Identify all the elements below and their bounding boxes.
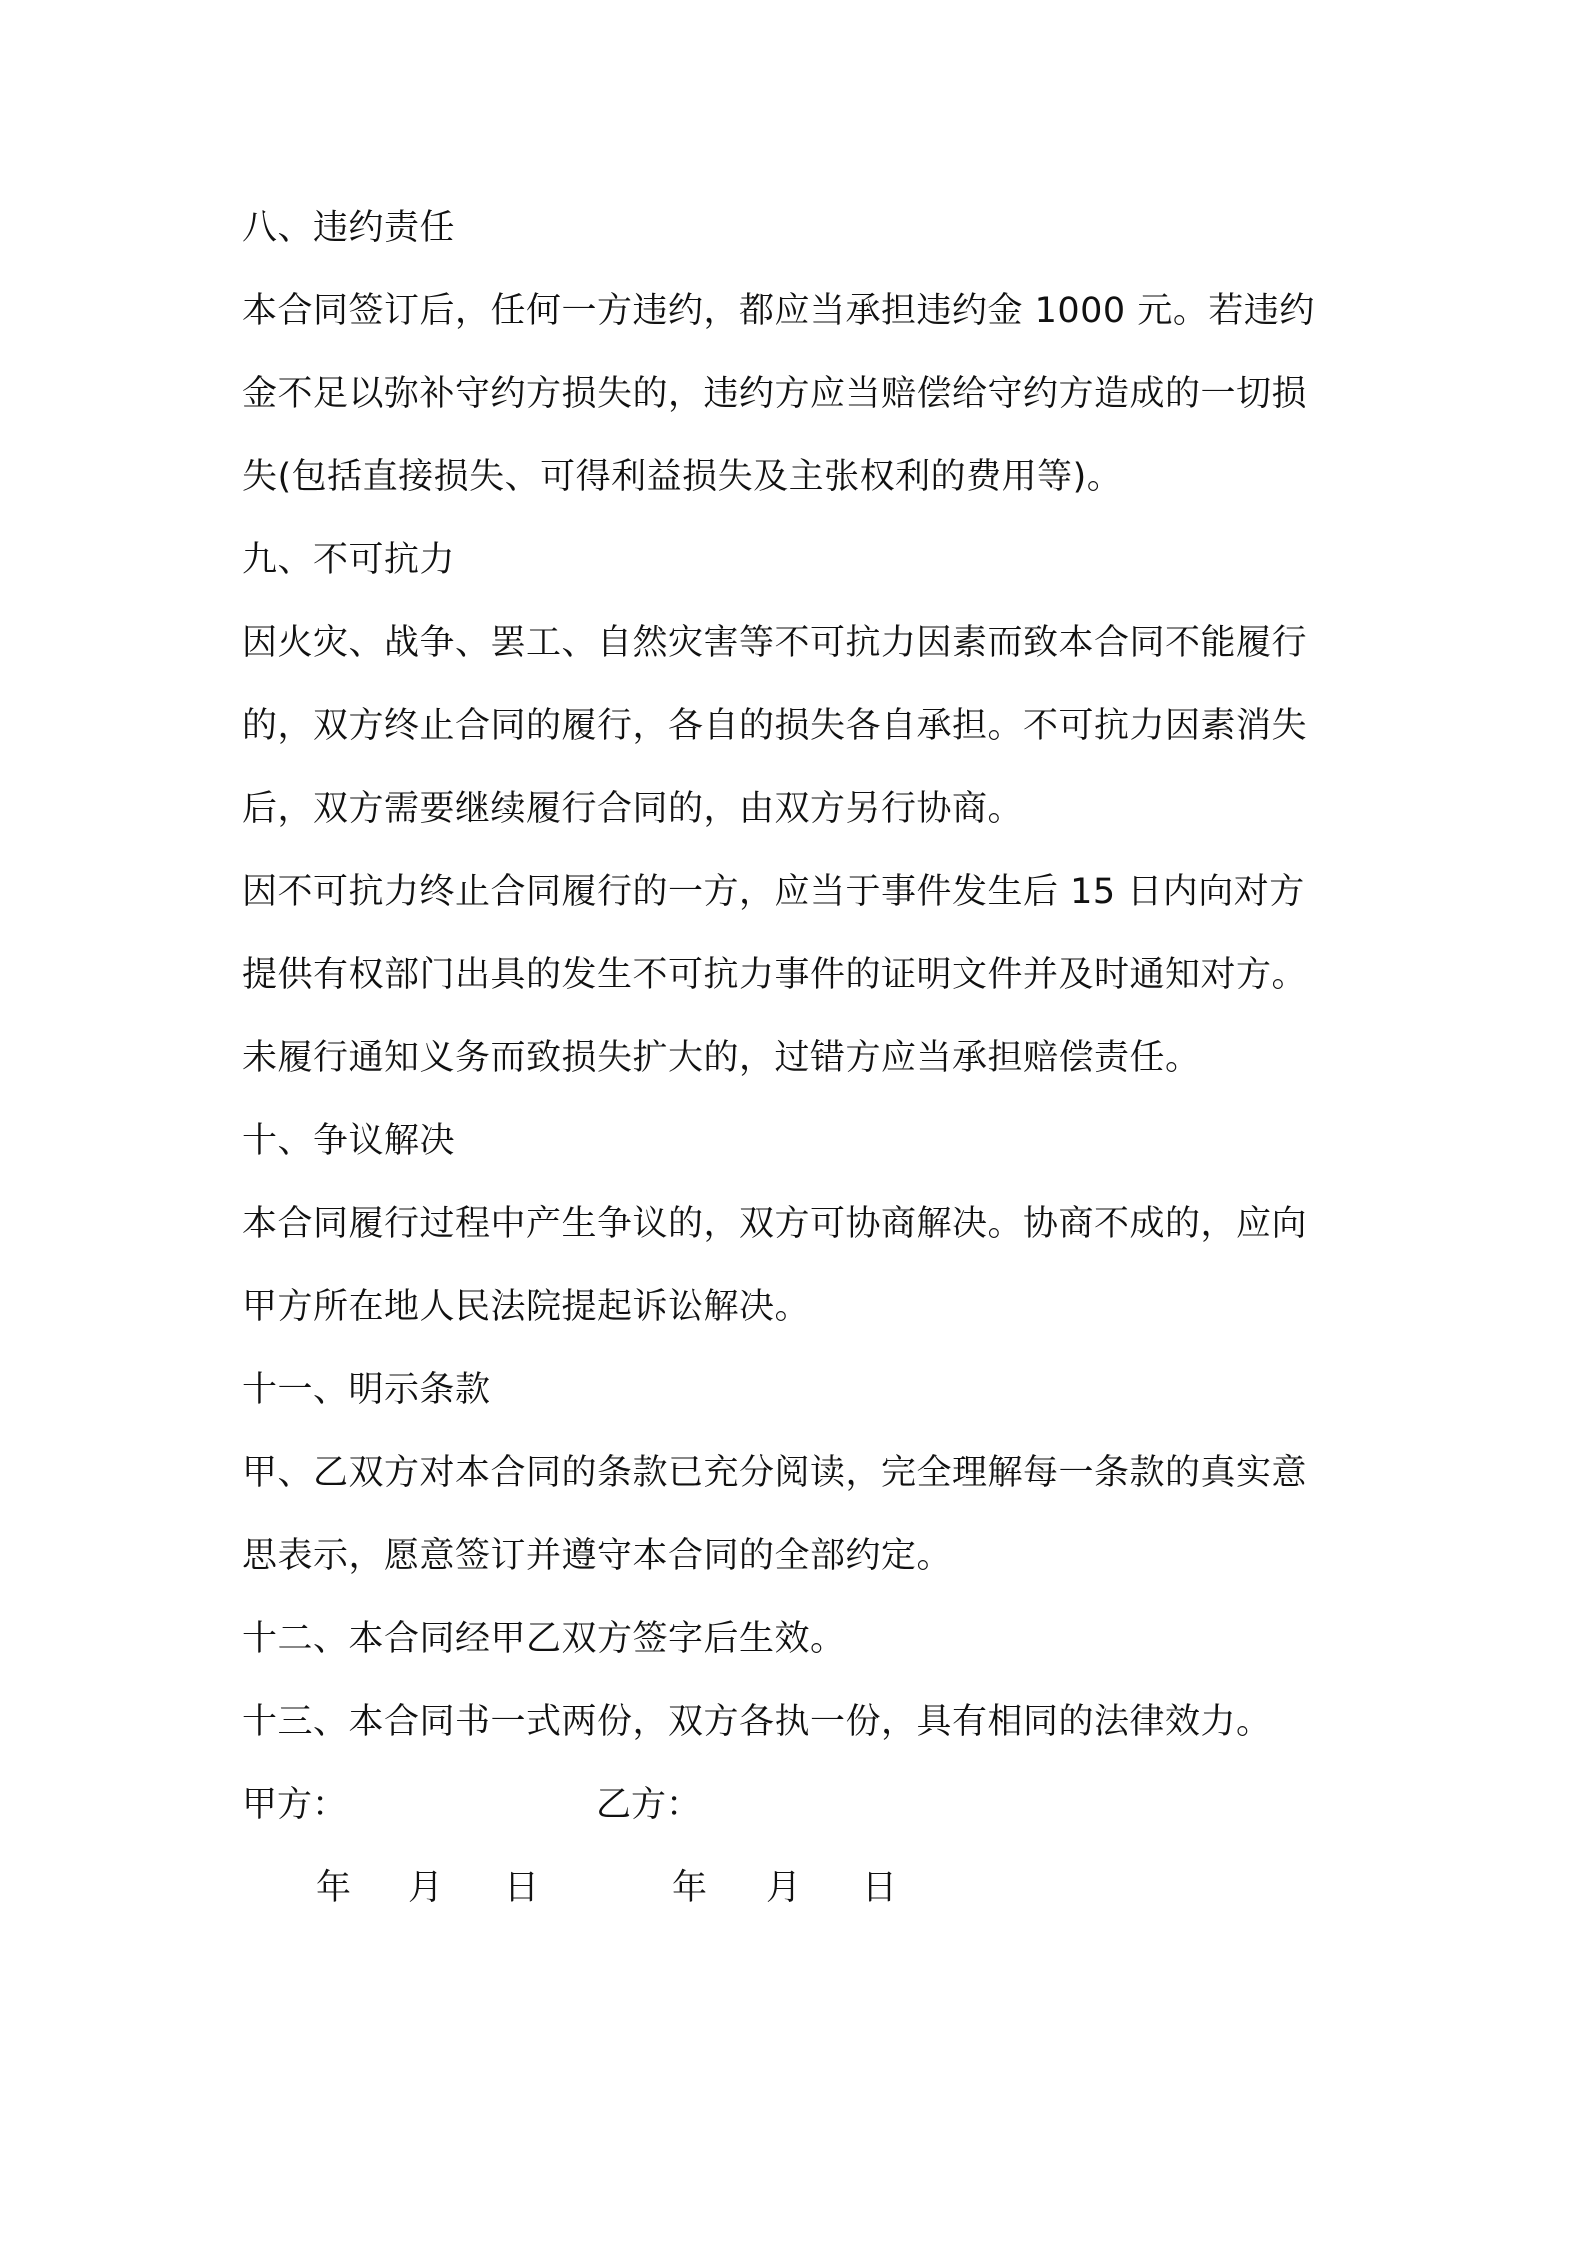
- section-9-body-line-4: 因不可抗力终止合同履行的一方，应当于事件发生后 15 日内向对方: [242, 872, 1305, 912]
- section-11-body-line-2: 思表示，愿意签订并遵守本合同的全部约定。: [242, 1536, 953, 1576]
- party-a-date-day: 日: [504, 1868, 540, 1908]
- section-9-body-line-5: 提供有权部门出具的发生不可抗力事件的证明文件并及时通知对方。: [242, 955, 1308, 995]
- section-9-body-line-3: 后，双方需要继续履行合同的，由双方另行协商。: [242, 789, 1024, 829]
- party-b-date-year: 年: [672, 1868, 708, 1908]
- section-10-heading: 十、争议解决: [242, 1121, 456, 1161]
- section-11-body-line-1: 甲、乙双方对本合同的条款已充分阅读，完全理解每一条款的真实意: [242, 1453, 1308, 1493]
- party-b-date-day: 日: [862, 1868, 898, 1908]
- party-a-date-year: 年: [316, 1868, 352, 1908]
- section-10-body-line-2: 甲方所在地人民法院提起诉讼解决。: [242, 1287, 811, 1327]
- section-8-body-line-3: 失(包括直接损失、可得利益损失及主张权利的费用等)。: [242, 457, 1123, 497]
- party-a-label: 甲方：: [242, 1785, 348, 1825]
- section-9-body-line-2: 的，双方终止合同的履行，各自的损失各自承担。不可抗力因素消失: [242, 706, 1308, 746]
- section-8-body-line-1: 本合同签订后，任何一方违约，都应当承担违约金 1000 元。若违约: [242, 291, 1315, 331]
- section-9-body-line-1: 因火灾、战争、罢工、自然灾害等不可抗力因素而致本合同不能履行: [242, 623, 1308, 663]
- section-12-clause: 十二、本合同经甲乙双方签字后生效。: [242, 1619, 846, 1659]
- party-b-label: 乙方：: [596, 1785, 702, 1825]
- section-8-heading: 八、违约责任: [242, 208, 456, 248]
- section-13-clause: 十三、本合同书一式两份，双方各执一份，具有相同的法律效力。: [242, 1702, 1272, 1742]
- section-8-body-line-2: 金不足以弥补守约方损失的，违约方应当赔偿给守约方造成的一切损: [242, 374, 1308, 414]
- section-11-heading: 十一、明示条款: [242, 1370, 491, 1410]
- section-9-body-line-6: 未履行通知义务而致损失扩大的，过错方应当承担赔偿责任。: [242, 1038, 1201, 1078]
- section-10-body-line-1: 本合同履行过程中产生争议的，双方可协商解决。协商不成的，应向: [242, 1204, 1308, 1244]
- section-9-heading: 九、不可抗力: [242, 540, 456, 580]
- party-b-date-month: 月: [766, 1868, 802, 1908]
- party-a-date-month: 月: [408, 1868, 444, 1908]
